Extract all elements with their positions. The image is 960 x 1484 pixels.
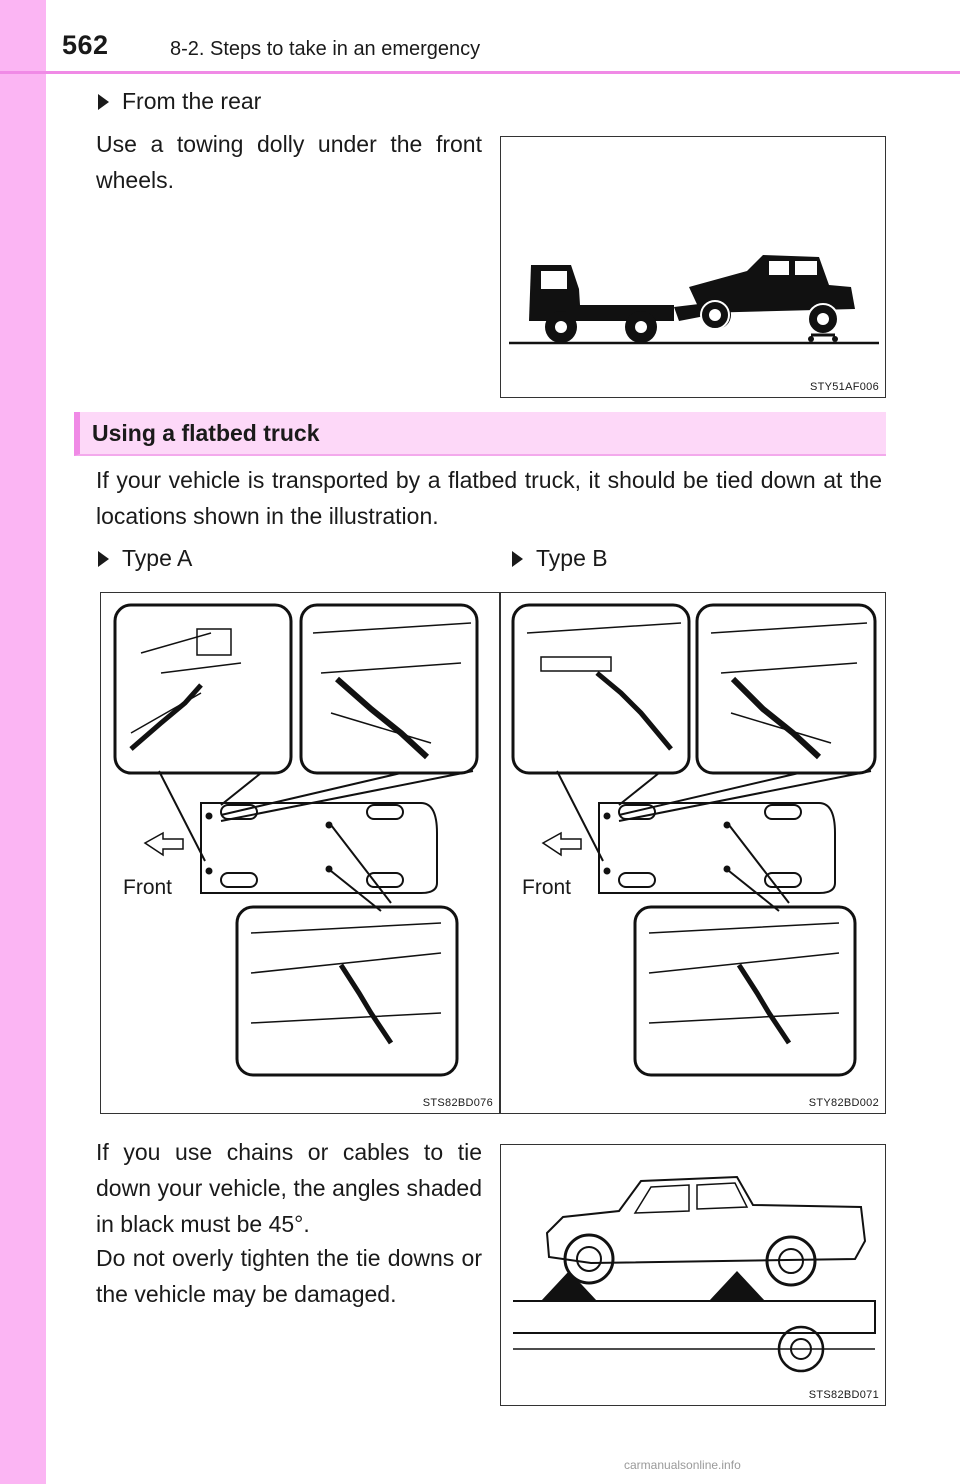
bullet-arrow-icon <box>98 94 109 110</box>
flatbed-angle-figure <box>500 1144 886 1406</box>
figure-code: STS82BD076 <box>422 1097 493 1109</box>
tow-truck-illustration <box>501 137 887 399</box>
type-a-tiedown-illustration <box>101 593 501 1115</box>
type-b-tiedown-illustration <box>501 593 887 1115</box>
footer-watermark: carmanualsonline.info <box>624 1458 741 1472</box>
front-arrow-icon <box>543 833 581 855</box>
front-label-type-a: Front <box>123 876 173 899</box>
tow-dolly-figure <box>500 136 886 398</box>
bullet-type-a <box>98 545 192 572</box>
bullet-type-b <box>512 545 608 572</box>
chains-angle-note: If you use chains or cables to tie down your vehicle, the angles shaded in black must be 45°. <box>96 1139 482 1237</box>
bullet-from-the-rear <box>98 88 261 115</box>
figure-code: STY51AF006 <box>809 381 879 393</box>
flatbed-truck-illustration <box>501 1145 887 1407</box>
tighten-warning-note: Do not overly tighten the tie downs or the vehicle may be damaged. <box>96 1245 482 1307</box>
header-divider <box>0 71 960 74</box>
rear-tow-description: Use a towing dolly under the front wheels. <box>96 131 482 193</box>
side-tab <box>0 0 46 1484</box>
section-heading-flatbed <box>74 412 886 456</box>
flatbed-intro: If your vehicle is transported by a flatbed truck, it should be tied down at the locations shown in the illustration. <box>96 467 882 529</box>
bullet-arrow-icon <box>512 551 523 567</box>
section-title: 8-2. Steps to take in an emergency <box>170 38 481 60</box>
bullet-label: Type A <box>122 545 193 571</box>
front-arrow-icon <box>145 833 183 855</box>
figure-code: STY82BD002 <box>808 1097 879 1109</box>
section-heading-text: Using a flatbed truck <box>92 420 320 446</box>
page-number: 562 <box>62 30 109 60</box>
bullet-label: Type B <box>536 545 608 571</box>
front-label-type-b: Front <box>522 876 572 899</box>
type-b-figure <box>500 592 886 1114</box>
type-a-figure <box>100 592 500 1114</box>
bullet-label: From the rear <box>122 88 262 114</box>
figure-code: STS82BD071 <box>808 1389 879 1401</box>
bullet-arrow-icon <box>98 551 109 567</box>
